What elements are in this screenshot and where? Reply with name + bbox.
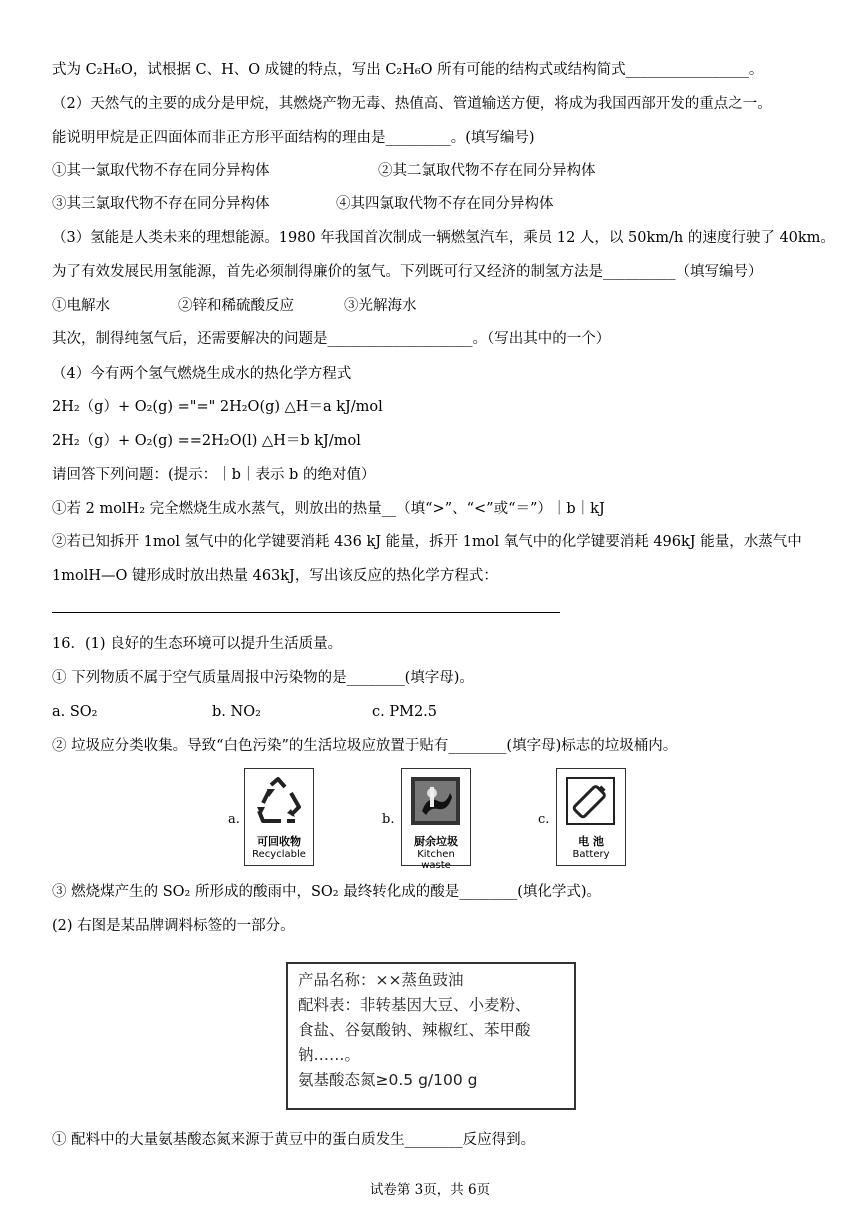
question-line: 为了有效发展民用氢能源，首先必须制得廉价的氢气。下列既可行又经济的制氢方法是__________（填写编号） <box>52 264 763 280</box>
option-item: c. PM2.5 <box>372 704 438 720</box>
sign-en-label: Recyclable <box>252 849 306 860</box>
label-row: 钠……。 <box>298 1046 361 1064</box>
battery-sign <box>556 768 626 866</box>
equation-line: 2H₂（g）+ O₂(g) ==2H₂O(l) △H＝b kJ/mol <box>52 433 361 449</box>
question-line: （2）天然气的主要的成分是甲烷，其燃烧产物无毒、热值高、管道输送方便，将成为我国西部开发的重点之一。 <box>52 96 772 112</box>
sign-cn-label: 可回收物 <box>257 835 301 848</box>
answer-blank-line <box>52 612 560 613</box>
question-line: ① 配料中的大量氨基酸态氮来源于黄豆中的蛋白质发生________反应得到。 <box>52 1132 536 1148</box>
option-item: ④其四氯取代物不存在同分异构体 <box>336 196 554 212</box>
question-line: 请回答下列问题：(提示：｜b｜表示 b 的绝对值） <box>52 467 376 483</box>
page-footer: 试卷第 3页，共 6页 <box>369 1182 491 1198</box>
sign-letter: b. <box>382 812 395 827</box>
option-item: a. SO₂ <box>52 704 98 720</box>
sign-en-label: Kitchen waste <box>417 849 455 871</box>
question-line: 1molH—O 键形成时放出热量 463kJ，写出该反应的热化学方程式： <box>52 568 498 584</box>
sign-letter: a. <box>228 812 240 827</box>
label-row: 配料表：非转基因大豆、小麦粉、 <box>298 996 531 1014</box>
question-line: （4）今有两个氢气燃烧生成水的热化学方程式 <box>52 366 352 382</box>
option-item: b. NO₂ <box>212 704 261 720</box>
sign-cn-label: 厨余垃圾 <box>414 835 458 848</box>
battery-icon <box>563 775 618 827</box>
option-item: ③光解海水 <box>344 298 417 314</box>
label-row: 产品名称：××蒸鱼豉油 <box>298 971 464 989</box>
option-item: ①电解水 <box>52 298 110 314</box>
option-item: ②锌和稀硫酸反应 <box>178 298 294 314</box>
question-line: 16．(1) 良好的生态环境可以提升生活质量。 <box>52 636 343 652</box>
label-row: 食盐、谷氨酸钠、辣椒红、苯甲酸 <box>298 1021 531 1039</box>
question-line: 能说明甲烷是正四面体而非正方形平面结构的理由是_________。(填写编号) <box>52 130 535 146</box>
recycle-icon <box>251 775 306 827</box>
question-line: ③ 燃烧煤产生的 SO₂ 所形成的酸雨中，SO₂ 最终转化成的酸是________(填化学式)。 <box>52 884 602 900</box>
seasoning-label <box>286 962 576 1110</box>
question-line: （3）氢能是人类未来的理想能源。1980 年我国首次制成一辆燃氢汽车，乘员 12 人，以 50km/h 的速度行驶了 40km。 <box>52 230 835 246</box>
question-line: ②若已知拆开 1mol 氢气中的化学键要消耗 436 kJ 能量，拆开 1mol 氧气中的化学键要消耗 496kJ 能量，水蒸气中 <box>52 534 802 550</box>
sign-cn-label: 电 池 <box>578 835 604 848</box>
question-line: ② 垃圾应分类收集。导致“白色污染”的生活垃圾应放置于贴有________(填字母)标志的垃圾桶内。 <box>52 738 678 754</box>
option-item: ③其三氯取代物不存在同分异构体 <box>52 196 270 212</box>
sign-letter: c. <box>538 812 550 827</box>
kitchen-waste-sign <box>401 768 471 871</box>
label-row: 氨基酸态氮≥0.5 g/100 g <box>298 1071 478 1089</box>
option-item: ①其一氯取代物不存在同分异构体 <box>52 163 270 179</box>
option-item: ②其二氯取代物不存在同分异构体 <box>378 163 596 179</box>
question-line: (2) 右图是某品牌调料标签的一部分。 <box>52 918 295 934</box>
question-line: 式为 C₂H₆O，试根据 C、H、O 成键的特点，写出 C₂H₆O 所有可能的结构式或结构简式_________________。 <box>52 62 764 78</box>
question-line: ①若 2 molH₂ 完全燃烧生成水蒸气，则放出的热量__（填“>”、“<”或“＝”）｜b｜kJ <box>52 501 605 517</box>
recyclable-sign <box>244 768 314 866</box>
question-line: 其次，制得纯氢气后，还需要解决的问题是____________________。（写出其中的一个） <box>52 331 611 347</box>
sign-en-label: Battery <box>572 849 610 860</box>
question-line: ① 下列物质不属于空气质量周报中污染物的是________(填字母)。 <box>52 670 474 686</box>
equation-line: 2H₂（g）+ O₂(g) ="=" 2H₂O(g) △H＝a kJ/mol <box>52 399 383 415</box>
kitchen-waste-icon <box>408 775 463 827</box>
